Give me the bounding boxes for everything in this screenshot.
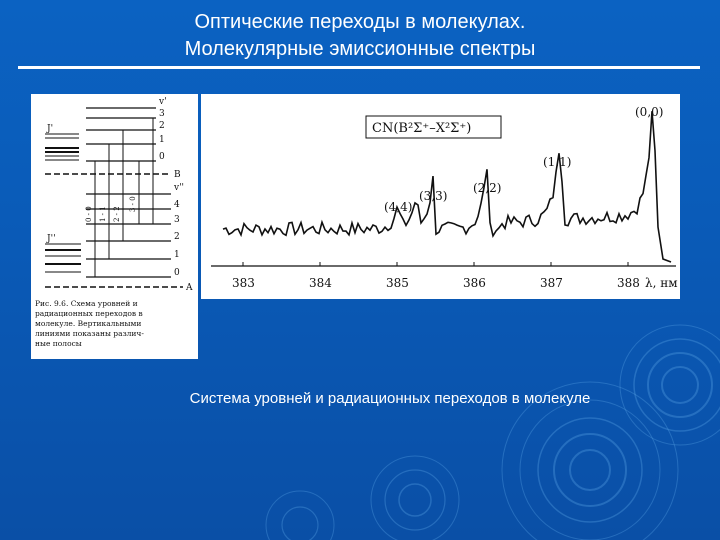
- band-label-0-0: (0,0): [635, 105, 664, 119]
- transition-label-1-1: 1 - 1: [99, 206, 107, 222]
- emission-spectrum-figure: [201, 94, 680, 299]
- tick-384: 384: [309, 276, 332, 290]
- j-upper-label: J': [47, 124, 54, 134]
- band-label-1-1: (1,1): [543, 155, 572, 169]
- scheme-caption-line4: линиями показаны различ-: [35, 329, 144, 338]
- level-scheme-drawing: [31, 94, 198, 359]
- j-lower-label: J'': [47, 234, 56, 244]
- lower-level-2: 2: [174, 232, 180, 242]
- band-label-4-4: (4,4): [384, 200, 413, 214]
- lower-v-label: v'': [174, 183, 185, 193]
- figure-caption: Система уровней и радиационных переходов в молекуле: [189, 390, 591, 407]
- scheme-caption-line2: радиационных переходов в: [35, 309, 143, 318]
- scheme-caption-line5: ные полосы: [35, 339, 82, 348]
- lower-level-1: 1: [174, 250, 180, 260]
- slide-title-line2: Молекулярные эмиссионные спектры: [184, 38, 536, 60]
- lower-level-4: 4: [174, 200, 180, 210]
- spectrum-drawing: [201, 94, 680, 299]
- transition-label-2-2: 2 - 2: [113, 206, 121, 222]
- upper-level-3: 3: [159, 109, 165, 119]
- upper-level-0: 0: [159, 152, 165, 162]
- upper-level-1: 1: [159, 135, 165, 145]
- scheme-caption-line1: Рис. 9.6. Схема уровней и: [35, 299, 138, 308]
- transition-label-3-0: 3 - 0: [129, 196, 137, 212]
- tick-388: 388: [617, 276, 640, 290]
- a-state-label: A: [186, 283, 193, 293]
- axis-unit: λ, нм: [645, 276, 678, 290]
- molecule-formula: CN(B²Σ⁺–X²Σ⁺): [372, 121, 472, 136]
- upper-v-label: v': [159, 97, 167, 107]
- upper-level-2: 2: [159, 121, 165, 131]
- slide-title-line1: Оптические переходы в молекулах.: [194, 11, 526, 33]
- transition-label-0-0: 0 - 0: [85, 206, 93, 222]
- level-scheme-figure: [31, 94, 198, 359]
- band-label-2-2: (2,2): [473, 181, 502, 195]
- tick-387: 387: [540, 276, 563, 290]
- band-label-3-3: (3,3): [419, 189, 448, 203]
- title-underline: [18, 66, 700, 69]
- tick-383: 383: [232, 276, 255, 290]
- tick-386: 386: [463, 276, 486, 290]
- scheme-caption-line3: молекуле. Вертикальными: [35, 319, 142, 328]
- b-state-label: B: [174, 170, 181, 180]
- lower-level-0: 0: [174, 268, 180, 278]
- tick-385: 385: [386, 276, 409, 290]
- lower-level-3: 3: [174, 215, 180, 225]
